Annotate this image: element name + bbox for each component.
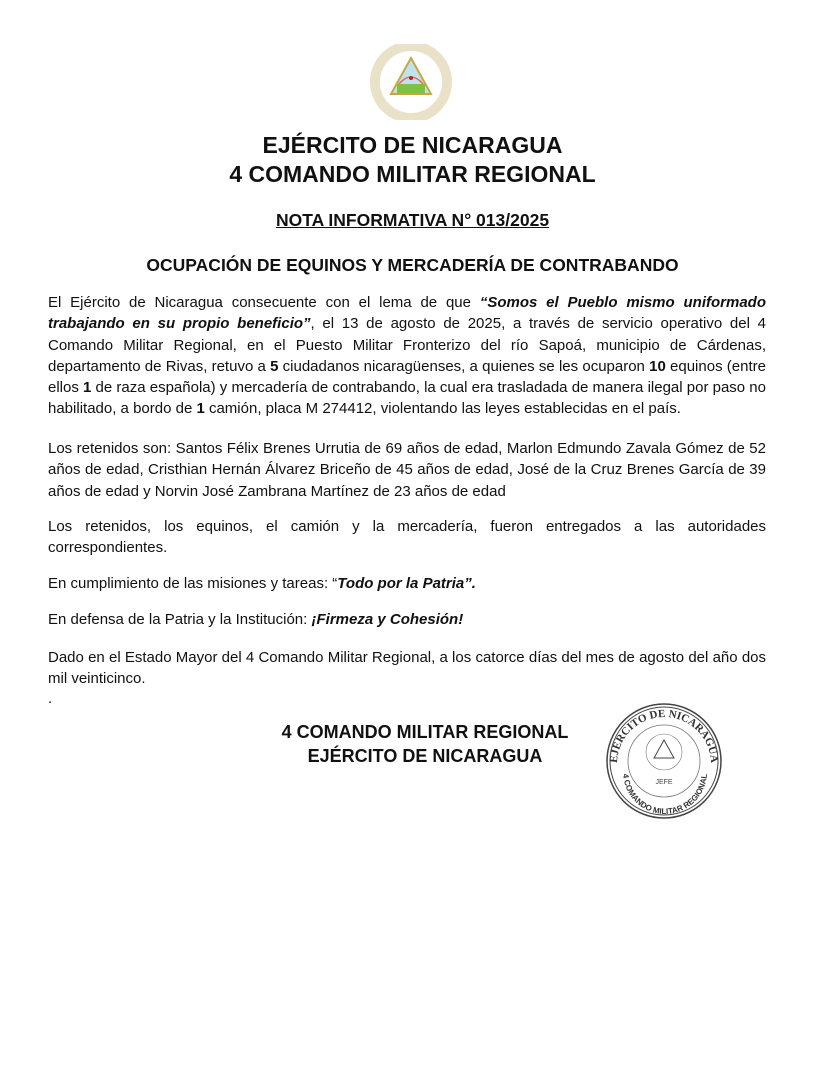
text: El Ejército de Nicaragua consecuente con el lema de que (48, 294, 480, 311)
paragraph-5 (48, 609, 766, 630)
text: camión, placa M 274412, violentando las leyes establecidas en el país. (204, 400, 681, 418)
count: 5 (270, 357, 279, 375)
text: equinos (entre ellos (48, 357, 766, 397)
header-line-2: 4 COMANDO MILITAR REGIONAL (229, 161, 596, 187)
paragraph-3: Los retenidos, los equinos, el camión y la mercadería, fueron entregados a las autoridades correspondientes. (48, 518, 766, 557)
text: , el 13 de agosto de 2025, a través de servicio operativo del 4 Comando Militar Regional, en el Puesto Militar Fronterizo del río Sapoá, municipio de Cárdenas, departamento de Rivas, retuvo a (48, 315, 767, 375)
stray-dot: . (48, 690, 53, 707)
signature-block (250, 720, 600, 768)
motto: “Somos el Pueblo mismo uniformado trabajando en su propio beneficio” (48, 294, 766, 333)
text: de raza española) y mercadería de contrabando, la cual era trasladada de manera ilegal por paso no habilitado, a bordo de (48, 379, 766, 418)
count: 1 (83, 379, 92, 397)
count: 1 (196, 400, 205, 418)
paragraph-4 (48, 573, 766, 594)
svg-text:EJERCITO DE NICARAGUA: EJERCITO DE NICARAGUA (607, 707, 721, 764)
paragraph-1 (48, 292, 766, 420)
text: En cumplimiento de las misiones y tareas: “ (48, 575, 338, 592)
header-line-1: EJÉRCITO DE NICARAGUA (262, 132, 563, 158)
signature-line-2: EJÉRCITO DE NICARAGUA (307, 746, 543, 766)
subject-title: OCUPACIÓN DE EQUINOS Y MERCADERÍA DE CONTRABANDO (146, 255, 679, 275)
text: ciudadanos nicaragüenses, a quienes se les ocuparon (278, 357, 650, 375)
svg-text:JEFE: JEFE (655, 779, 673, 786)
signature-line-1: 4 COMANDO MILITAR REGIONAL (281, 722, 569, 742)
nota-number-text: NOTA INFORMATIVA N° 013/2025 (275, 210, 550, 230)
svg-text:4 COMANDO MILITAR REGIONAL: 4 COMANDO MILITAR REGIONAL (620, 773, 710, 817)
paragraph-6: Dado en el Estado Mayor del 4 Comando Militar Regional, a los catorce días del mes de agosto del año dos mil veinticinco. (48, 649, 766, 688)
nota-number (0, 210, 825, 231)
count: 10 (649, 357, 666, 375)
motto: ¡Firmeza y Cohesión! (311, 611, 464, 628)
official-stamp-seal (603, 702, 725, 820)
motto: Todo por la Patria”. (337, 575, 476, 592)
paragraph-2: Los retenidos son: Santos Félix Brenes Urrutia de 69 años de edad, Marlon Edmundo Zavala Gómez de 52 años de edad, Cristhian Hernán Álvarez Briceño de 45 años de edad, José de la Cruz Brenes García de 39 años de edad y Norvin José Zambrana Martínez de 23 años de edad (48, 440, 766, 500)
text: En defensa de la Patria y la Institución: (48, 611, 312, 628)
national-coat-of-arms-logo (369, 44, 453, 120)
